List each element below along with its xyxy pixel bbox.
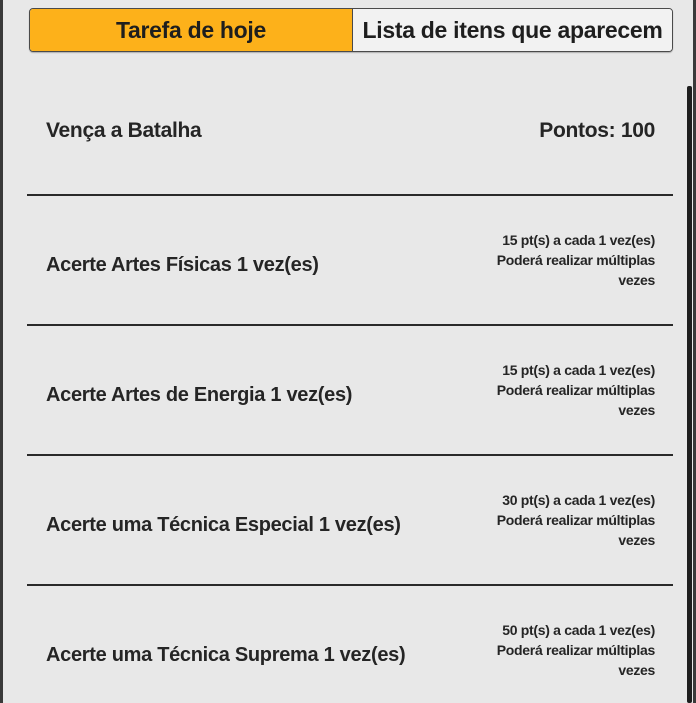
task-list[interactable] [27,68,673,703]
task-title: Acerte uma Técnica Especial 1 vez(es) [46,513,401,536]
task-points-per-hit: 15 pt(s) a cada 1 vez(es) [502,232,655,248]
points-total: Pontos: 100 [539,119,655,142]
task-repeat-note: Poderá realizar múltiplas [496,252,655,268]
task-repeat-note: Poderá realizar múltiplas [496,382,655,398]
task-repeat-note-cont: vezes [618,532,655,548]
task-points-per-hit: 50 pt(s) a cada 1 vez(es) [502,622,655,638]
task-repeat-note-cont: vezes [618,402,655,418]
task-repeat-note-cont: vezes [618,272,655,288]
task-reward-info [465,230,655,290]
task-repeat-note: Poderá realizar múltiplas [496,512,655,528]
task-title: Acerte Artes Físicas 1 vez(es) [46,253,319,276]
task-row [27,196,673,326]
task-row [27,456,673,586]
task-title: Acerte uma Técnica Suprema 1 vez(es) [46,643,406,666]
battle-title: Vença a Batalha [46,119,202,142]
task-reward-info [465,620,655,680]
task-points-per-hit: 30 pt(s) a cada 1 vez(es) [502,492,655,508]
task-reward-info [465,490,655,550]
task-points-per-hit: 15 pt(s) a cada 1 vez(es) [502,362,655,378]
task-repeat-note-cont: vezes [618,662,655,678]
task-reward-info [465,360,655,420]
task-row [27,586,673,703]
scrollbar[interactable] [687,86,692,703]
task-title: Acerte Artes de Energia 1 vez(es) [46,383,353,406]
tab-bar [29,8,673,52]
tab-today-task[interactable]: Tarefa de hoje [30,9,353,51]
tab-items-list[interactable]: Lista de itens que aparecem [353,9,672,51]
task-row [27,326,673,456]
battle-header-row [27,68,673,196]
task-repeat-note: Poderá realizar múltiplas [496,642,655,658]
